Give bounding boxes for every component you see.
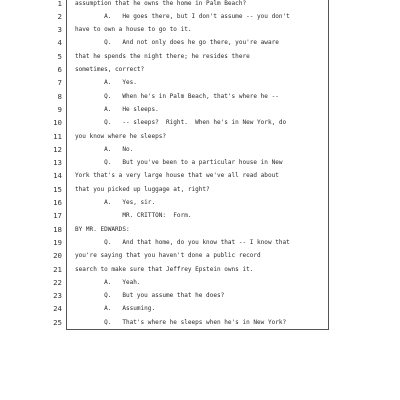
line-text: Q. But you've been to a particular house in New [75, 159, 283, 167]
transcript-line [0, 289, 400, 302]
line-number: 5 [57, 51, 62, 61]
transcript-line [0, 223, 400, 236]
line-text: that you picked up luggage at, right? [75, 185, 210, 193]
line-number: 6 [57, 65, 62, 74]
line-number: 1 [57, 0, 62, 8]
line-text: have to own a house to go to it. [75, 26, 192, 34]
line-number: 14 [53, 171, 62, 181]
transcript-line [0, 10, 400, 23]
line-text: Q. When he's in Palm Beach, that's where he -- [75, 92, 279, 100]
transcript-line [0, 302, 400, 315]
transcript-line [0, 276, 400, 289]
transcript-line [0, 23, 400, 36]
line-number: 10 [53, 118, 62, 128]
line-text: A. He sleeps. [75, 105, 159, 113]
line-number: 9 [57, 104, 62, 114]
line-number: 4 [57, 38, 62, 48]
line-number: 3 [57, 25, 62, 35]
line-text: search to make sure that Jeffrey Epstein owns it. [75, 265, 254, 273]
line-text: Q. And not only does he go there, you're aware [75, 39, 279, 47]
transcript-line [0, 209, 400, 222]
line-text: MR. CRITTON: Form. [75, 212, 192, 220]
line-text: sometimes, correct? [75, 66, 145, 73]
line-text: A. Yeah. [75, 278, 141, 286]
line-number: 23 [53, 291, 62, 301]
transcript-line [0, 36, 400, 49]
line-text: Q. -- sleeps? Right. When he's in New York, do [75, 119, 287, 127]
line-text: you're saying that you haven't done a public record [75, 252, 261, 260]
line-text: A. No. [75, 145, 134, 153]
transcript-line [0, 50, 400, 63]
transcript-line [0, 76, 400, 89]
line-number: 11 [53, 131, 62, 141]
transcript-line [0, 249, 400, 262]
line-number: 15 [53, 184, 62, 194]
line-number: 24 [53, 304, 62, 314]
transcript-line [0, 236, 400, 249]
transcript-line [0, 183, 400, 196]
line-text: that he spends the night there; he resides there [75, 52, 250, 60]
line-number: 20 [53, 251, 62, 261]
transcript-line [0, 156, 400, 169]
line-number: 25 [53, 317, 62, 327]
transcript-line [0, 90, 400, 103]
line-number: 7 [57, 78, 62, 88]
line-number: 8 [57, 91, 62, 101]
transcript-line [0, 130, 400, 143]
line-text: Q. And that home, do you know that -- I know that [75, 238, 290, 246]
transcript-line [0, 316, 400, 329]
line-number: 2 [57, 11, 62, 21]
transcript-line [0, 196, 400, 209]
line-number: 13 [53, 158, 62, 168]
line-text: A. Yes, sir. [75, 199, 156, 206]
line-text: A. He goes there, but I don't assume -- you don't [75, 12, 290, 20]
line-number: 21 [53, 264, 62, 274]
transcript-line [0, 103, 400, 116]
line-number: 17 [53, 211, 62, 221]
line-number: 16 [53, 198, 62, 207]
line-number: 12 [53, 144, 62, 154]
line-text: Q. That's where he sleeps when he's in New York? [75, 318, 287, 326]
line-text: York that's a very large house that we've all read about [75, 172, 279, 180]
line-number: 18 [53, 224, 62, 234]
line-text: BY MR. EDWARDS: [75, 225, 130, 233]
line-text: assumption that he owns the home in Palm Beach? [75, 0, 247, 7]
line-text: you know where he sleeps? [75, 132, 167, 140]
transcript-line [0, 63, 400, 76]
line-text: A. Yes. [75, 79, 137, 87]
transcript-line [0, 263, 400, 276]
line-text: Q. But you assume that he does? [75, 292, 225, 300]
line-number: 19 [53, 237, 62, 247]
transcript-line [0, 0, 400, 10]
transcript-line [0, 143, 400, 156]
line-text: A. Assuming. [75, 305, 156, 313]
transcript-line [0, 169, 400, 182]
line-number: 22 [53, 277, 62, 287]
transcript-line [0, 116, 400, 129]
